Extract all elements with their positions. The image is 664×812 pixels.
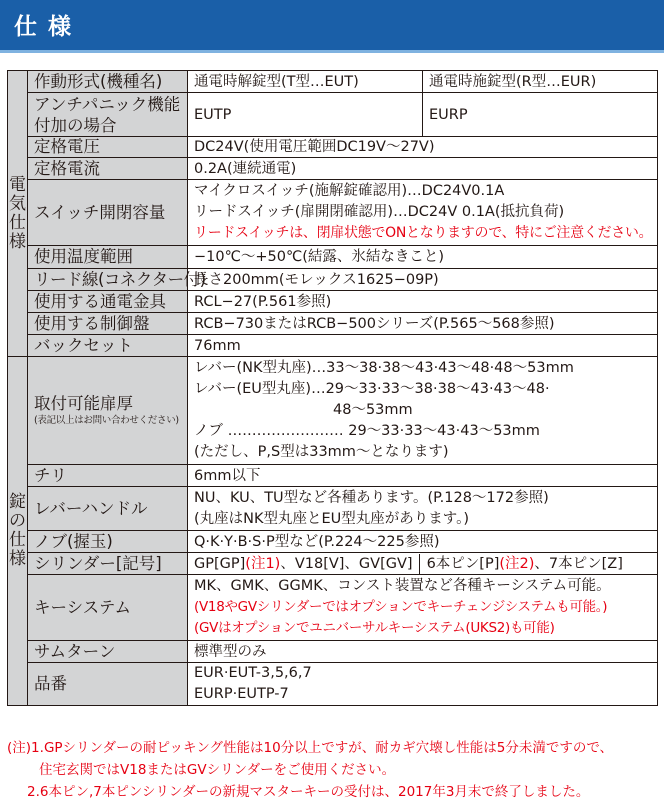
row-label: シリンダー[記号] (28, 553, 188, 575)
table-row (8, 158, 658, 180)
row-label: レバーハンドル (28, 487, 188, 531)
footnote-1-cont: 住宅玄関ではV18またはGVシリンダーをご使用ください。 (39, 762, 396, 778)
table-row (8, 71, 658, 93)
table-cell: −10℃～+50℃(結露、氷結なきこと) (188, 246, 658, 269)
table-row (8, 487, 658, 531)
row-label: 品番 (28, 663, 188, 706)
row-label: 定格電圧 (28, 137, 188, 158)
table-row (8, 93, 658, 137)
row-label: スイッチ開閉容量 (28, 180, 188, 246)
row-label: アンチパニック機能 付加の場合 (28, 93, 188, 137)
footnote-1: (注)1.GPシリンダーの耐ピッキング性能は10分以上ですが、耐カギ穴壊し性能は5分未満ですので、 (7, 740, 614, 756)
table-row (8, 137, 658, 158)
table-cell: 0.2A(連続通電) (188, 158, 658, 180)
table-row (8, 357, 658, 465)
section-label-lock: 錠の仕様 (8, 357, 28, 706)
table-cell: EUR·EUT-3,5,6,7 EURP·EUTP-7 (188, 663, 658, 706)
table-row (8, 575, 658, 641)
table-row (8, 180, 658, 246)
row-label: 定格電流 (28, 158, 188, 180)
footnotes (7, 737, 659, 803)
table-cell: 6mm以下 (188, 465, 658, 487)
table-cell: EURP (423, 93, 658, 137)
section-label-electric: 電気仕様 (8, 71, 28, 357)
table-cell: RCB−730またはRCB−500シリーズ(P.565～568参照) (188, 313, 658, 335)
row-label: 取付可能扉厚 (表記以上はお問い合わせください) (28, 357, 188, 465)
page-title: 仕様 (14, 14, 82, 40)
table-cell: GP[GP](注1)、V18[V]、GV[GV] 6本ピン[P](注2)、7本ピン[Z] (188, 553, 658, 575)
row-sub-label: (表記以上はお問い合わせください) (34, 415, 179, 426)
table-row (8, 531, 658, 553)
table-cell: 通電時解錠型(T型…EUT) (188, 71, 423, 93)
row-label: チリ (28, 465, 188, 487)
table-row (8, 465, 658, 487)
cell-divider (419, 554, 420, 574)
row-label: 作動形式(機種名) (28, 71, 188, 93)
table-cell: EUTP (188, 93, 423, 137)
row-label: ノブ(握玉) (28, 531, 188, 553)
row-label: バックセット (28, 335, 188, 357)
table-row (8, 663, 658, 706)
table-cell: DC24V(使用電圧範囲DC19V～27V) (188, 137, 658, 158)
row-label: 使用する制御盤 (28, 313, 188, 335)
header-divider (0, 50, 664, 53)
warning-text: リードスイッチは、閉扉状態でONとなりますので、特にご注意ください。 (194, 225, 653, 241)
table-cell: RCL−27(P.561参照) (188, 291, 658, 313)
table-cell: 通電時施錠型(R型…EUR) (423, 71, 658, 93)
row-label: キーシステム (28, 575, 188, 641)
table-row (8, 335, 658, 357)
table-cell: レバー(NK型丸座)…33～38·38～43·43～48·48～53mm レバー(EU型丸座)…29～33·33～38·38～43·43～48· 48～53mm ノブ …………………… 29～33·33～43·43～53mm (ただし、P,S型は33mm～となります) (188, 357, 658, 465)
footnote-2: 2.6本ピン,7本ピンシリンダーの新規マスターキーの受付は、2017年3月末で終了しました。 (27, 784, 590, 800)
table-row (8, 641, 658, 663)
row-label: サムターン (28, 641, 188, 663)
table-row (8, 313, 658, 335)
table-row (8, 246, 658, 269)
table-cell: Q·K·Y·B·S·P型など(P.224～225参照) (188, 531, 658, 553)
section-header (0, 0, 664, 50)
table-row (8, 553, 658, 575)
row-label: リード線(コネクター付) (28, 269, 188, 291)
table-row (8, 291, 658, 313)
row-label: 使用する通電金具 (28, 291, 188, 313)
table-cell: 標準型のみ (188, 641, 658, 663)
table-cell: MK、GMK、GGMK、コンスト装置など各種キーシステム可能。 (V18やGVシリンダーではオプションでキーチェンジシステムも可能。) (GVはオプションでユニバーサルキーシステム(UKS2)も可能) (188, 575, 658, 641)
spec-table (7, 70, 658, 706)
table-row (8, 269, 658, 291)
table-cell: 長さ200mm(モレックス1625−09P) (188, 269, 658, 291)
row-label: 使用温度範囲 (28, 246, 188, 269)
table-cell: マイクロスイッチ(施解錠確認用)…DC24V0.1A リードスイッチ(扉開閉確認用)…DC24V 0.1A(抵抗負荷) リードスイッチは、閉扉状態でONとなりますので、特にご注意ください。 (188, 180, 658, 246)
table-cell: 76mm (188, 335, 658, 357)
table-cell: NU、KU、TU型など各種あります。(P.128～172参照) (丸座はNK型丸座とEU型丸座があります。) (188, 487, 658, 531)
